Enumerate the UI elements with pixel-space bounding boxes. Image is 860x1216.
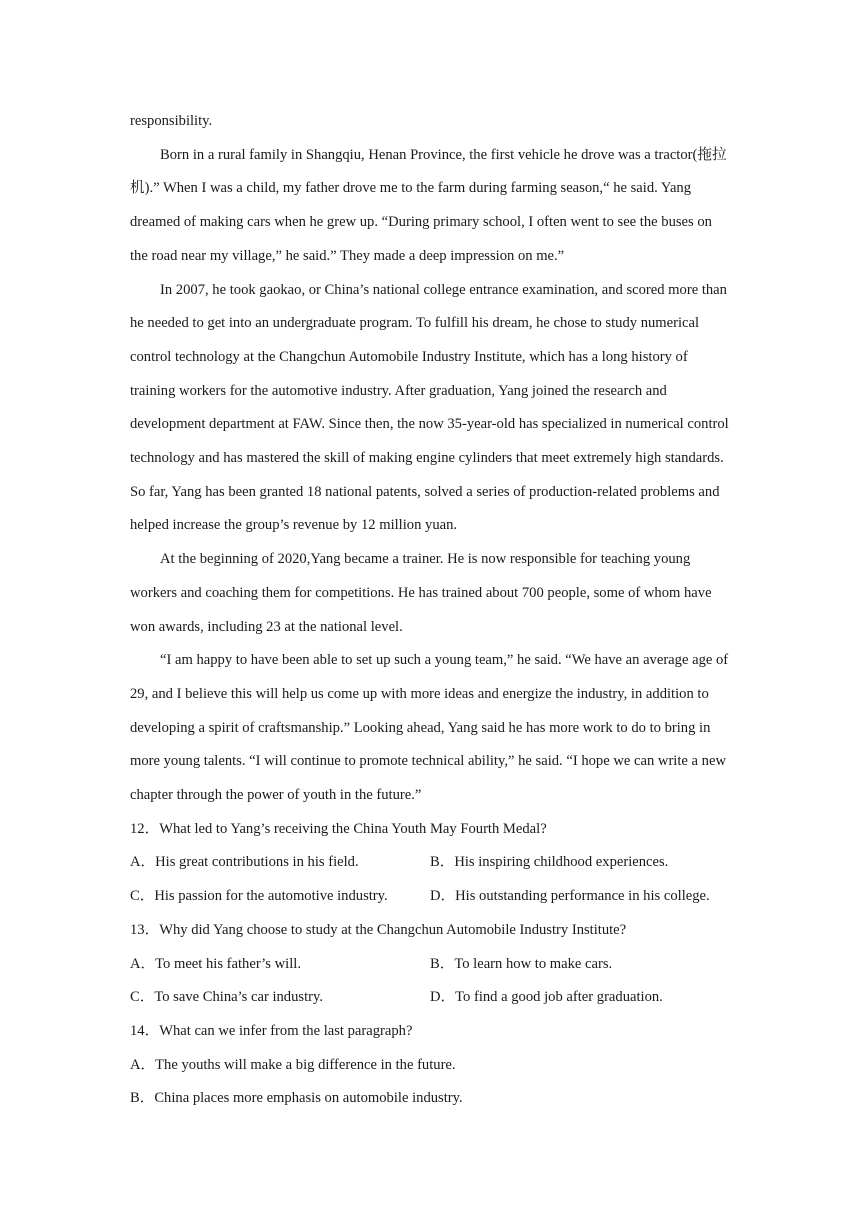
answer-option: C．To save China’s car industry. bbox=[130, 989, 323, 1006]
question-block bbox=[130, 813, 730, 914]
question-block bbox=[130, 1015, 730, 1116]
passage-paragraph: At the beginning of 2020,Yang became a trainer. He is now responsible for teaching young workers and coaching them for competitions. He has trained about 700 people, some of whom have won awards, including 23 at the national level. bbox=[130, 551, 712, 635]
answer-option: D．To find a good job after graduation. bbox=[430, 989, 663, 1006]
option-row bbox=[130, 948, 730, 982]
passage-paragraph: responsibility. bbox=[130, 113, 213, 129]
answer-option: D．His outstanding performance in his college. bbox=[430, 888, 710, 905]
question-list bbox=[130, 813, 730, 1116]
option-row bbox=[130, 880, 730, 914]
reading-passage bbox=[130, 105, 730, 813]
document-content bbox=[130, 105, 730, 1116]
answer-option: A．The youths will make a big difference in the future. bbox=[130, 1056, 456, 1073]
question-stem: 13．Why did Yang choose to study at the Changchun Automobile Industry Institute? bbox=[130, 921, 627, 938]
option-row bbox=[130, 1082, 730, 1116]
answer-option: A．To meet his father’s will. bbox=[130, 955, 301, 972]
answer-option: A．His great contributions in his field. bbox=[130, 854, 359, 871]
answer-option: B．To learn how to make cars. bbox=[430, 955, 613, 972]
option-row bbox=[130, 846, 730, 880]
option-row bbox=[130, 1049, 730, 1083]
question-block bbox=[130, 914, 730, 1015]
answer-option: B．China places more emphasis on automobile industry. bbox=[130, 1090, 463, 1107]
question-stem: 12．What led to Yang’s receiving the China Youth May Fourth Medal? bbox=[130, 820, 547, 837]
passage-paragraph: In 2007, he took gaokao, or China’s national college entrance examination, and scored more than he needed to get into an undergraduate program. To fulfill his dream, he chose to study numerical control technology at the Changchun Automobile Industry Institute, which has a long history of training workers for the automotive industry. After graduation, Yang joined the research and development department at FAW. Since then, the now 35-year-old has specialized in numerical control technology and has mastered the skill of making engine cylinders that meet extremely high standards. So far, Yang has been granted 18 national patents, solved a series of production-related problems and helped increase the group’s revenue by 12 million yuan. bbox=[130, 281, 729, 534]
answer-option: B．His inspiring childhood experiences. bbox=[430, 854, 669, 871]
passage-paragraph: Born in a rural family in Shangqiu, Henan Province, the first vehicle he drove was a tractor(拖拉机).” When I was a child, my father drove me to the farm during farming season,“ he said. Yang dreamed of making cars when he grew up. “During primary school, I often went to see the buses on the road near my village,” he said.” They made a deep impression on me.” bbox=[130, 146, 727, 264]
passage-paragraph: “I am happy to have been able to set up such a young team,” he said. “We have an average age of 29, and I believe this will help us come up with more ideas and energize the industry, in addition to developing a spirit of craftsmanship.” Looking ahead, Yang said he has more work to do to bring in more young talents. “I will continue to promote technical ability,” he said. “I hope we can write a new chapter through the power of youth in the future.” bbox=[130, 652, 729, 804]
answer-option: C．His passion for the automotive industry. bbox=[130, 888, 388, 905]
option-row bbox=[130, 981, 730, 1015]
question-stem: 14．What can we infer from the last paragraph? bbox=[130, 1022, 413, 1039]
